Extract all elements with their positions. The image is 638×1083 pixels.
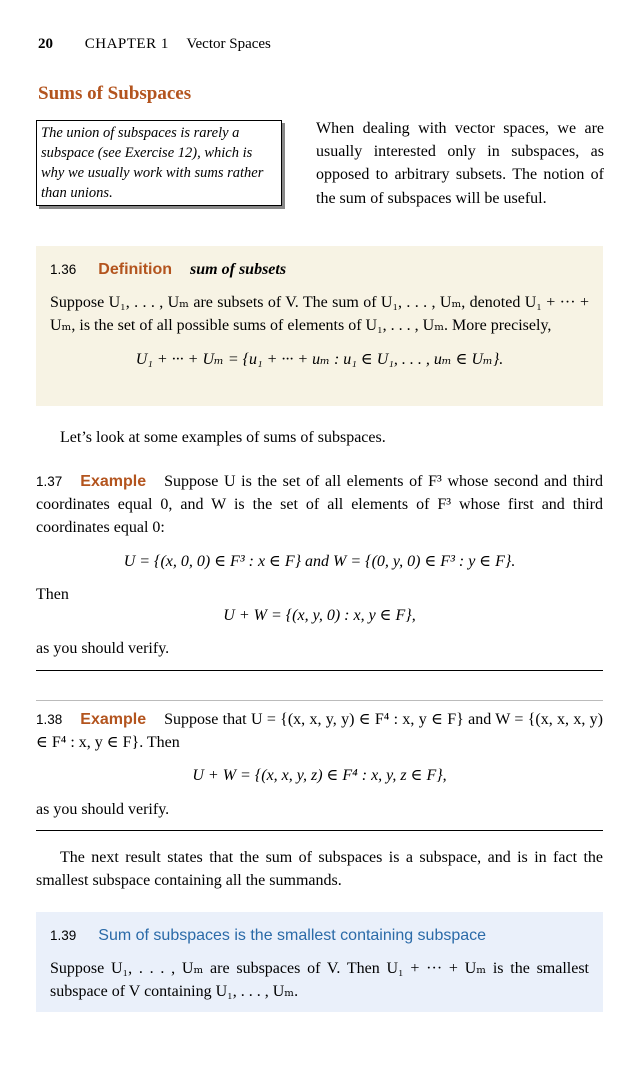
example-1-37-then: Then (36, 585, 69, 603)
example-1-38-equation: U + W = {(x, x, y, z) ∈ F⁴ : x, y, z ∈ F}, (192, 767, 447, 785)
example-1-37 (36, 470, 603, 660)
example-1-37-text (36, 470, 603, 540)
example-1-37-equation-1: U = {(x, 0, 0) ∈ F³ : x ∈ F} and W = {(0, y, 0) ∈ F³ : y ∈ F}. (123, 552, 516, 570)
example-1-38-verify: as you should verify. (36, 800, 170, 818)
example-1-37-number: 1.37 (36, 474, 63, 489)
example-1-37-verify: as you should verify. (36, 640, 170, 658)
definition-label: Definition (98, 261, 173, 278)
definition-number: 1.36 (50, 262, 77, 277)
theorem-title: Sum of subspaces is the smallest containing subspace (98, 927, 487, 944)
theorem-label-row (50, 924, 589, 947)
chapter-label: CHAPTER 1 (84, 36, 169, 52)
example-1-37-bottom-rule (36, 670, 603, 671)
next-result-paragraph: The next result states that the sum of subspaces is a subspace, and is in fact the smallest subspace containing all the summands. (36, 849, 603, 890)
definition-name: sum of subsets (190, 261, 287, 278)
theorem-text: Suppose U₁, . . . , Uₘ are subspaces of V. Then U₁ + ··· + Uₘ is the smallest subspace of V containing U₁, . . . , Uₘ. (50, 960, 589, 1001)
definition-text: Suppose U₁, . . . , Uₘ are subsets of V. The sum of U₁, . . . , Uₘ, denoted U₁ + ··· + Uₘ, is the set of all possible sums of elements of U₁, . . . , Uₘ. More precisely, (50, 294, 589, 335)
page-header (38, 34, 271, 56)
theorem-number: 1.39 (50, 928, 77, 943)
example-1-37-label: Example (80, 473, 147, 490)
example-1-38-body: Suppose that U = {(x, x, y, y) ∈ F⁴ : x, y ∈ F} and W = {(x, x, x, y) ∈ F⁴ : x, y ∈ F}. Then (36, 711, 603, 752)
chapter-title: Vector Spaces (186, 36, 271, 52)
lead-in-paragraph: Let’s look at some examples of sums of subspaces. (60, 429, 386, 446)
example-1-38-text (36, 708, 603, 754)
example-1-37-body: Suppose U is the set of all elements of F³ whose second and third coordinates equal 0, and W is the set of all elements of F³ whose first and third coordinates equal 0: (36, 473, 603, 537)
definition-box (36, 246, 603, 406)
example-1-38 (36, 708, 603, 821)
example-1-38-label: Example (80, 711, 147, 728)
intro-paragraph: When dealing with vector spaces, we are usually interested only in subspaces, as opposed to arbitrary subsets. The notion of the sum of subspaces will be useful. (316, 120, 604, 207)
section-title: Sums of Subspaces (38, 83, 192, 104)
margin-note: The union of subspaces is rarely a subspace (see Exercise 12), which is why we usually work with sums rather than unions. (36, 120, 282, 206)
page-number: 20 (38, 36, 53, 52)
example-1-38-bottom-rule (36, 830, 603, 831)
example-1-37-equation-2: U + W = {(x, y, 0) : x, y ∈ F}, (223, 606, 416, 624)
theorem-box (36, 912, 603, 1012)
definition-label-row (50, 258, 589, 281)
definition-equation: U₁ + ··· + Uₘ = {u₁ + ··· + uₘ : u₁ ∈ U₁, . . . , uₘ ∈ Uₘ}. (135, 350, 504, 368)
example-1-38-top-rule (36, 700, 603, 701)
example-1-38-number: 1.38 (36, 712, 63, 727)
